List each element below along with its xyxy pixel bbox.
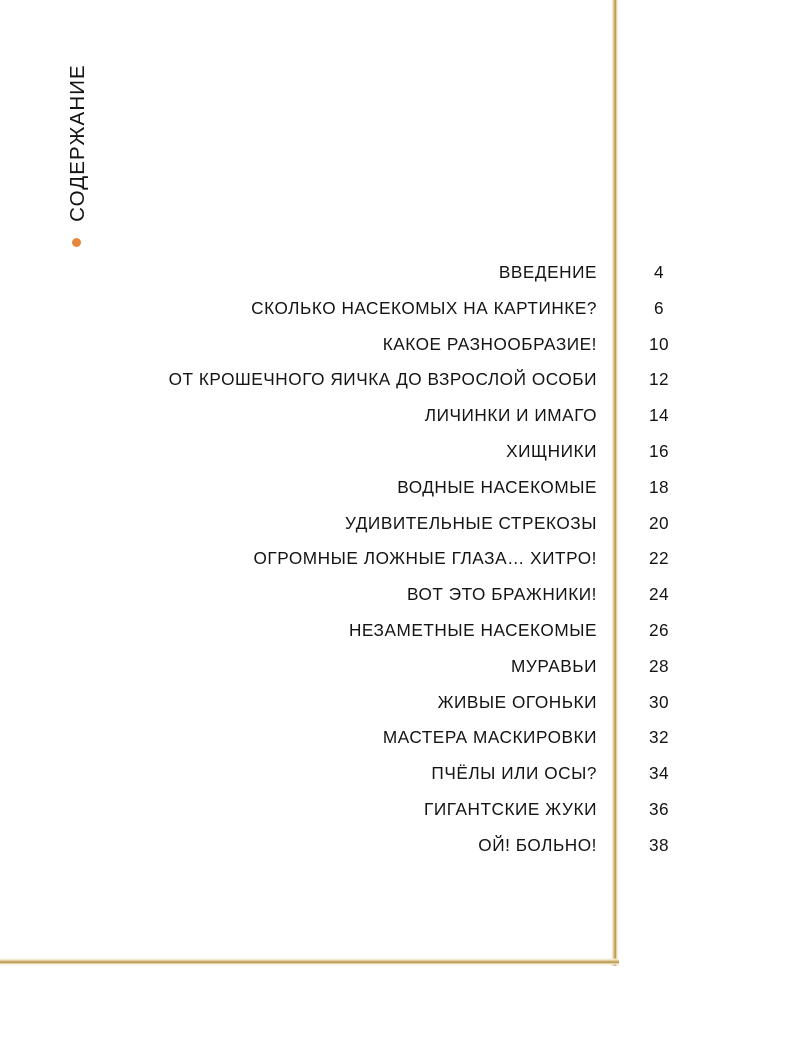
toc-entry[interactable] bbox=[0, 727, 797, 763]
toc-entry-page-number: 22 bbox=[649, 548, 669, 569]
toc-entry[interactable] bbox=[0, 441, 797, 477]
toc-entry-page-number: 32 bbox=[649, 727, 669, 748]
toc-entry-title: МУРАВЬИ bbox=[511, 655, 597, 676]
toc-entry-page-number: 20 bbox=[649, 512, 669, 533]
accent-dot-icon bbox=[72, 238, 81, 247]
toc-entry-page-number: 38 bbox=[649, 834, 669, 855]
toc-entry-title: СКОЛЬКО НАСЕКОМЫХ НА КАРТИНКЕ? bbox=[251, 297, 597, 318]
toc-entry-title: КАКОЕ РАЗНООБРАЗИЕ! bbox=[382, 333, 597, 354]
toc-entry-title: ВОДНЫЕ НАСЕКОМЫЕ bbox=[397, 476, 597, 497]
toc-entry-page-number: 16 bbox=[649, 440, 669, 461]
toc-entry[interactable] bbox=[0, 620, 797, 656]
toc-entry-title: ЖИВЫЕ ОГОНЬКИ bbox=[437, 691, 597, 712]
toc-entry[interactable] bbox=[0, 763, 797, 799]
toc-entry[interactable] bbox=[0, 799, 797, 835]
toc-entry-page-number: 24 bbox=[649, 584, 669, 605]
toc-entry-page-number: 14 bbox=[649, 405, 669, 426]
toc-entry[interactable] bbox=[0, 477, 797, 513]
toc-entry-title: ЛИЧИНКИ И ИМАГО bbox=[424, 405, 597, 426]
toc-entry-page-number: 10 bbox=[649, 333, 669, 354]
toc-entry-page-number: 34 bbox=[649, 763, 669, 784]
toc-entry[interactable] bbox=[0, 513, 797, 549]
toc-entry[interactable] bbox=[0, 835, 797, 871]
toc-entry[interactable] bbox=[0, 262, 797, 298]
toc-entry-page-number: 4 bbox=[654, 262, 664, 282]
toc-entry-title: ВОТ ЭТО БРАЖНИКИ! bbox=[407, 584, 597, 605]
table-of-contents bbox=[0, 262, 797, 871]
gold-horizontal-rule bbox=[0, 958, 619, 966]
page-title: СОДЕРЖАНИЕ bbox=[66, 64, 89, 222]
toc-entry-title: МАСТЕРА МАСКИРОВКИ bbox=[382, 727, 597, 748]
toc-entry-page-number: 18 bbox=[649, 476, 669, 497]
toc-entry-title: ГИГАНТСКИЕ ЖУКИ bbox=[424, 798, 597, 819]
toc-entry-title: ОЙ! БОЛЬНО! bbox=[478, 834, 597, 855]
toc-entry[interactable] bbox=[0, 548, 797, 584]
toc-entry[interactable] bbox=[0, 405, 797, 441]
toc-entry-title: ОТ КРОШЕЧНОГО ЯИЧКА ДО ВЗРОСЛОЙ ОСОБИ bbox=[168, 369, 597, 390]
toc-entry[interactable] bbox=[0, 656, 797, 692]
toc-entry[interactable] bbox=[0, 298, 797, 334]
toc-entry-title: НЕЗАМЕТНЫЕ НАСЕКОМЫЕ bbox=[348, 619, 597, 640]
toc-entry[interactable] bbox=[0, 692, 797, 728]
toc-entry-page-number: 30 bbox=[649, 691, 669, 712]
toc-entry[interactable] bbox=[0, 584, 797, 620]
toc-entry-title: ВВЕДЕНИЕ bbox=[498, 262, 597, 282]
toc-entry[interactable] bbox=[0, 369, 797, 405]
toc-entry-page-number: 26 bbox=[649, 619, 669, 640]
toc-entry[interactable] bbox=[0, 334, 797, 370]
toc-entry-title: УДИВИТЕЛЬНЫЕ СТРЕКОЗЫ bbox=[345, 512, 597, 533]
toc-entry-title: ОГРОМНЫЕ ЛОЖНЫЕ ГЛАЗА… ХИТРО! bbox=[253, 548, 597, 569]
toc-entry-page-number: 12 bbox=[649, 369, 669, 390]
toc-entry-page-number: 6 bbox=[654, 297, 664, 318]
toc-entry-page-number: 28 bbox=[649, 655, 669, 676]
toc-entry-title: ХИЩНИКИ bbox=[506, 440, 597, 461]
toc-entry-page-number: 36 bbox=[649, 798, 669, 819]
toc-entry-title: ПЧЁЛЫ ИЛИ ОСЫ? bbox=[431, 763, 597, 784]
